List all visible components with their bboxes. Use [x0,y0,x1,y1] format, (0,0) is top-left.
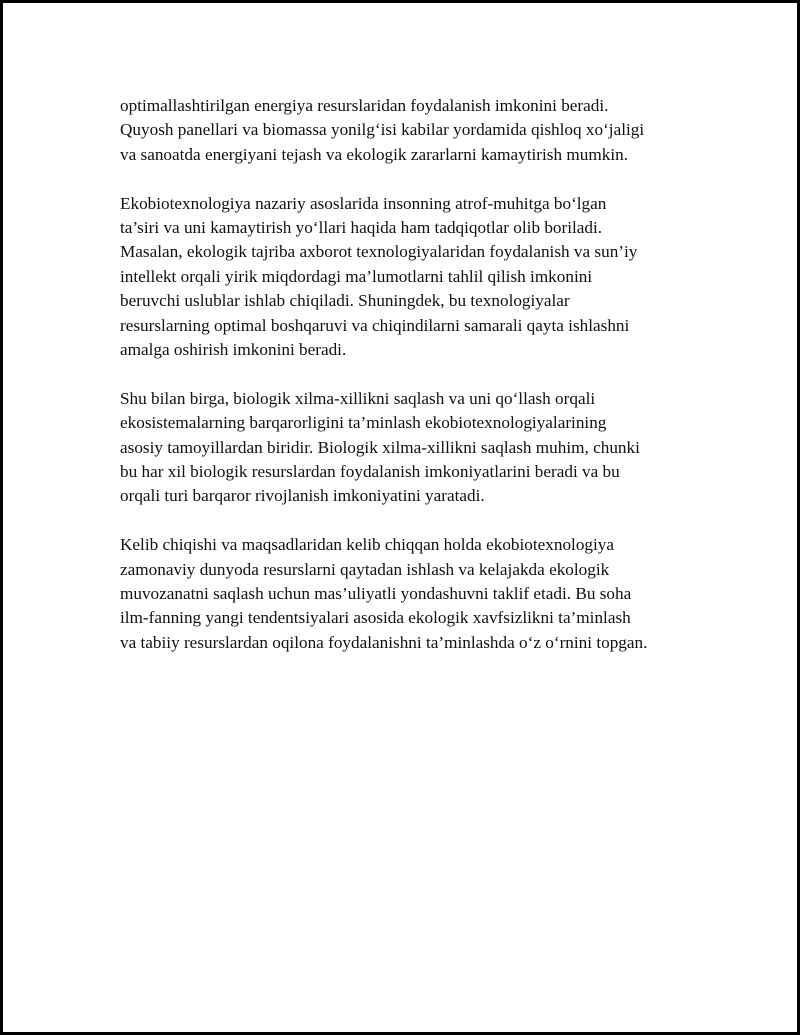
text-line: intellekt orqali yirik miqdordagi ma’lumotlarni tahlil qilish imkonini [120,266,593,286]
text-line: Masalan, ekologik tajriba axborot texnologiyalaridan foydalanish va sun’iy [120,242,638,262]
paragraph [120,192,710,363]
text-line: va sanoatda energiyani tejash va ekologik zararlarni kamaytirish mumkin. [120,144,628,164]
text-line: ekosistemalarning barqarorligini ta’minlash ekobiotexnologiyalarining [120,413,607,433]
text-line: Shu bilan birga, biologik xilma-xillikni saqlash va uni qo‘llash orqali [120,388,596,408]
text-line: ilm-fanning yangi tendentsiyalari asosida ekologik xavfsizlikni ta’minlash [120,608,631,628]
text-line: va tabiiy resurslardan oqilona foydalanishni ta’minlashda o‘z o‘rnini topgan. [120,632,648,652]
text-line: Quyosh panellari va biomassa yonilg‘isi kabilar yordamida qishloq xo‘jaligi [120,120,645,140]
paragraph [120,533,710,655]
paragraph [120,387,710,509]
text-line: Ekobiotexnologiya nazariy asoslarida insonning atrof-muhitga bo‘lgan [120,193,607,213]
text-line: orqali turi barqaror rivojlanish imkoniyatini yaratadi. [120,486,485,506]
text-line: zamonaviy dunyoda resurslarni qaytadan ishlash va kelajakda ekologik [120,559,610,579]
text-line: ta’siri va uni kamaytirish yo‘llari haqida ham tadqiqotlar olib boriladi. [120,218,603,238]
text-line: asosiy tamoyillardan biridir. Biologik xilma-xillikni saqlash muhim, chunki [120,437,640,457]
document-body [120,94,710,680]
text-line: muvozanatni saqlash uchun mas’uliyatli yondashuvni taklif etadi. Bu soha [120,584,632,604]
text-line: resurslarning optimal boshqaruvi va chiqindilarni samarali qayta ishlashni [120,315,630,335]
text-line: optimallashtirilgan energiya resurslaridan foydalanish imkonini beradi. [120,96,609,115]
paragraph [120,94,710,167]
text-line: beruvchi uslublar ishlab chiqiladi. Shuningdek, bu texnologiyalar [120,291,570,311]
text-line: bu har xil biologik resurslardan foydalanish imkoniyatlarini beradi va bu [120,462,620,482]
text-line: Kelib chiqishi va maqsadlaridan kelib chiqqan holda ekobiotexnologiya [120,535,615,555]
text-line: amalga oshirish imkonini beradi. [120,340,347,360]
